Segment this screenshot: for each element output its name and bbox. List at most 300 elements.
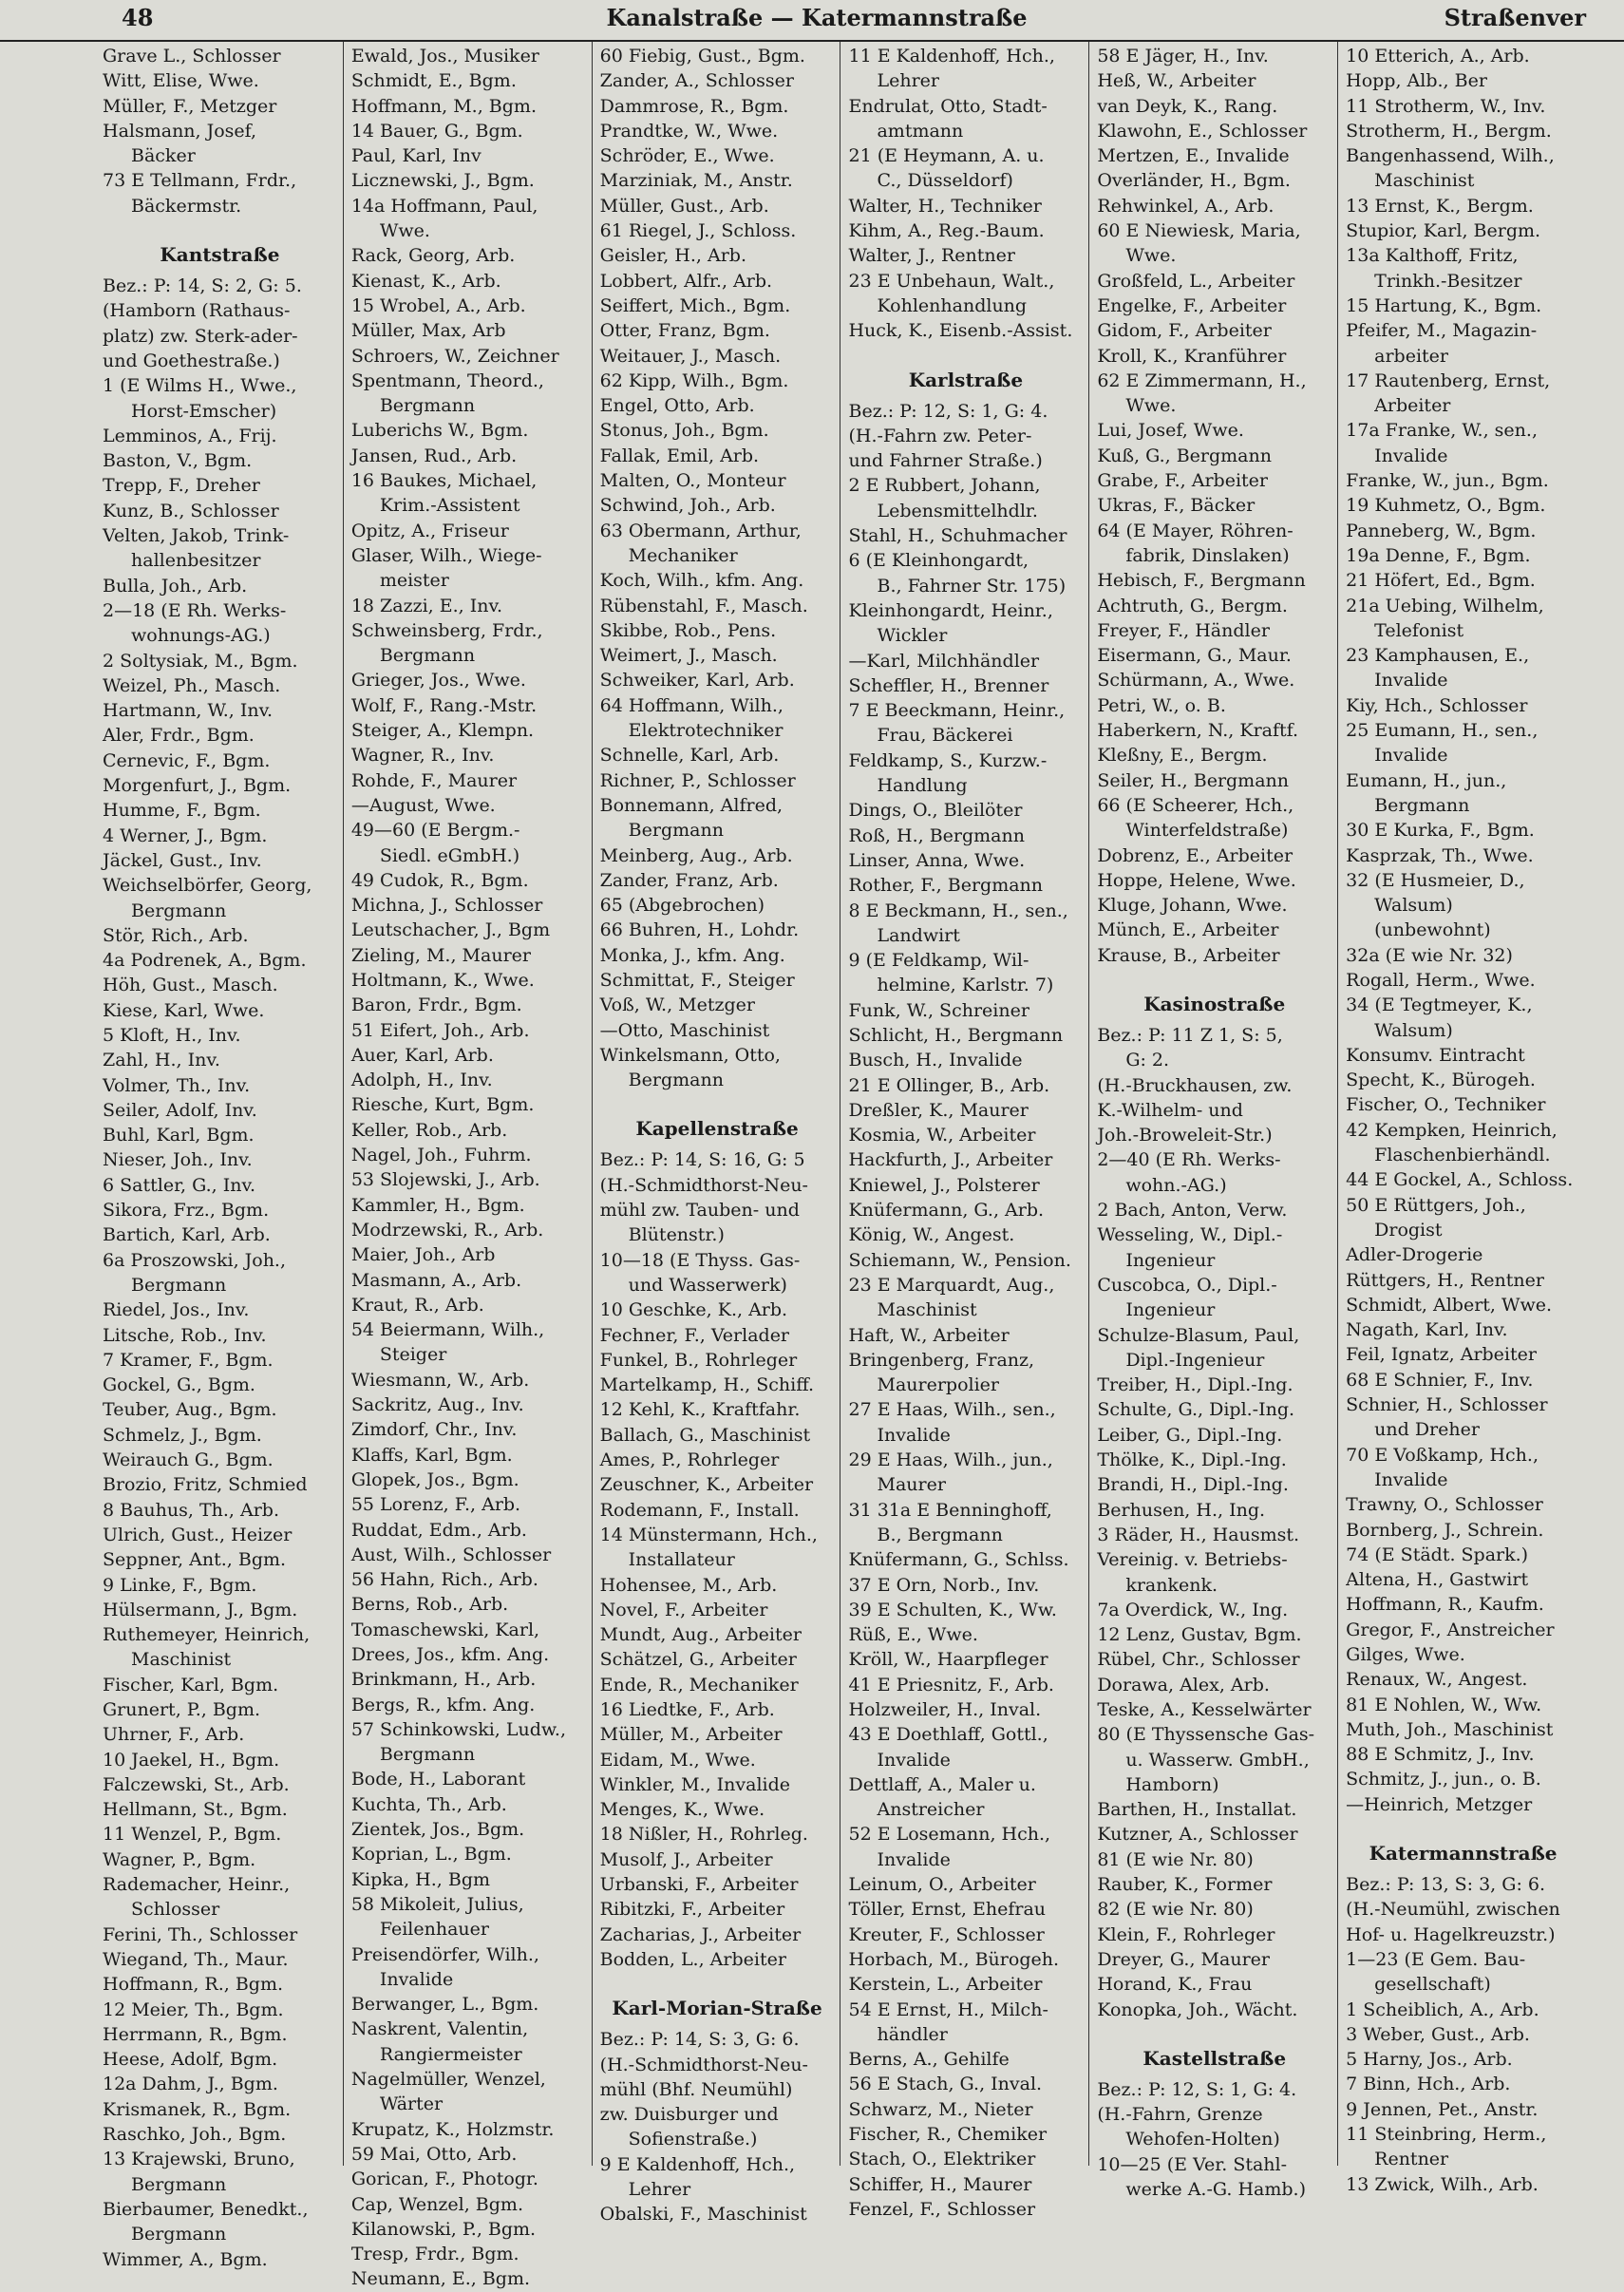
directory-entry: Schwarz, M., Nieter bbox=[848, 2098, 1033, 2120]
entry-continuation: Anstreicher bbox=[877, 1799, 985, 1821]
directory-entry: Leinum, O., Arbeiter bbox=[848, 1874, 1036, 1896]
directory-entry: Busch, H., Invalide bbox=[848, 1050, 1023, 1071]
directory-entry: Bez.: P: 12, S: 1, G: 4. bbox=[848, 400, 1048, 422]
entry-continuation: Wwe. bbox=[1125, 245, 1177, 267]
directory-entry: 2—40 (E Rh. Werks- bbox=[1097, 1149, 1281, 1171]
directory-entry: Malten, O., Monteur bbox=[599, 470, 786, 492]
entry-continuation: Horst-Emscher) bbox=[131, 400, 277, 422]
entry-continuation: händler bbox=[877, 2023, 948, 2045]
directory-entry: Schmittat, F., Steiger bbox=[599, 969, 795, 991]
directory-entry: Muth, Joh., Maschinist bbox=[1346, 1718, 1554, 1740]
directory-entry: Weirauch G., Bgm. bbox=[103, 1449, 274, 1471]
entry-continuation: Lehrer bbox=[628, 2179, 691, 2201]
directory-entry: Heese, Adolf, Bgm. bbox=[103, 2049, 278, 2071]
directory-entry: 32 (E Husmeier, D., bbox=[1346, 869, 1525, 891]
entry-continuation: Wärter bbox=[379, 2093, 444, 2115]
directory-entry: Teske, A., Kesselwärter bbox=[1097, 1699, 1312, 1720]
directory-entry: 23 E Unbehaun, Walt., bbox=[848, 270, 1055, 292]
directory-entry: 10—25 (E Ver. Stahl- bbox=[1097, 2153, 1288, 2175]
directory-entry: Hülsermann, J., Bgm. bbox=[103, 1599, 298, 1620]
directory-entry: Geisler, H., Arb. bbox=[599, 245, 746, 267]
directory-entry: Herrmann, R., Bgm. bbox=[103, 2023, 288, 2045]
directory-entry: Dings, O., Bleilöter bbox=[848, 800, 1023, 822]
directory-entry: Höh, Gust., Masch. bbox=[103, 975, 278, 996]
directory-entry: Lemminos, A., Frij. bbox=[103, 425, 277, 446]
directory-entry: Rübenstahl, F., Masch. bbox=[599, 595, 808, 616]
entry-continuation: Maurerpolier bbox=[877, 1374, 999, 1396]
directory-entry: Rübel, Chr., Schlosser bbox=[1097, 1649, 1300, 1671]
directory-entry: Kluge, Johann, Wwe. bbox=[1097, 895, 1288, 917]
directory-entry: Eumann, H., jun., bbox=[1346, 769, 1507, 791]
directory-entry: Obalski, F., Maschinist bbox=[599, 2204, 807, 2226]
directory-entry: Kipka, H., Bgm bbox=[350, 1868, 491, 1890]
directory-entry: Meinberg, Aug., Arb. bbox=[599, 844, 793, 866]
entry-continuation: Bergmann bbox=[379, 645, 476, 667]
directory-entry: Hoffmann, M., Bgm. bbox=[350, 95, 537, 117]
directory-entry: Wagner, P., Bgm. bbox=[103, 1848, 256, 1870]
directory-entry: —Otto, Maschinist bbox=[599, 1019, 770, 1041]
directory-entry: mühl (Bhf. Neumühl) bbox=[599, 2078, 793, 2100]
directory-entry: Winkler, M., Invalide bbox=[599, 1773, 791, 1795]
street-heading: Kapellenstraße bbox=[635, 1117, 799, 1141]
directory-entry: 62 Kipp, Wilh., Bgm. bbox=[599, 369, 789, 391]
directory-entry: 57 Schinkowski, Ludw., bbox=[350, 1718, 566, 1740]
directory-entry: Cap, Wenzel, Bgm. bbox=[350, 2193, 523, 2215]
directory-entry: Dreßler, K., Maurer bbox=[848, 1099, 1029, 1121]
directory-entry: Hoppe, Helene, Wwe. bbox=[1097, 869, 1296, 891]
directory-entry: Steiger, A., Klempn. bbox=[350, 720, 535, 742]
directory-entry: 8 Bauhus, Th., Arb. bbox=[103, 1499, 279, 1521]
directory-entry: Paul, Karl, Inv bbox=[350, 145, 482, 167]
directory-entry: Maier, Joh., Arb bbox=[350, 1244, 496, 1266]
directory-entry: Zientek, Jos., Bgm. bbox=[350, 1819, 525, 1841]
directory-entry: Vereinig. v. Betriebs- bbox=[1097, 1549, 1288, 1571]
directory-entry: Kniewel, J., Polsterer bbox=[848, 1174, 1040, 1196]
directory-entry: Naskrent, Valentin, bbox=[350, 2018, 529, 2040]
directory-entry: 80 (E Thyssensche Gas- bbox=[1097, 1724, 1315, 1746]
directory-entry: 6a Proszowski, Joh., bbox=[103, 1249, 287, 1271]
entry-continuation: Schlosser bbox=[131, 1899, 220, 1921]
directory-entry: 9 Linke, F., Bgm. bbox=[103, 1574, 257, 1596]
entry-continuation: Krim.-Assistent bbox=[379, 495, 520, 517]
directory-entry: 6 (E Kleinhongardt, bbox=[848, 550, 1029, 572]
directory-entry: mühl zw. Tauben- und bbox=[599, 1200, 800, 1222]
directory-entry: Müller, Gust., Arb. bbox=[599, 195, 769, 217]
directory-entry: Wiegand, Th., Maur. bbox=[103, 1948, 289, 1970]
directory-entry: Konopka, Joh., Wächt. bbox=[1097, 1998, 1298, 2020]
directory-entry: Mundt, Aug., Arbeiter bbox=[599, 1624, 802, 1646]
directory-entry: Schiffer, H., Maurer bbox=[848, 2173, 1032, 2195]
directory-entry: Walter, H., Techniker bbox=[848, 195, 1042, 217]
directory-entry: Rohde, F., Maurer bbox=[350, 769, 518, 791]
directory-entry: Weizel, Ph., Masch. bbox=[103, 674, 281, 696]
directory-entry: 2 Bach, Anton, Verw. bbox=[1097, 1200, 1288, 1222]
directory-entry: Funk, W., Schreiner bbox=[848, 999, 1029, 1021]
entry-continuation: Bergmann bbox=[1374, 794, 1470, 816]
entry-continuation: Maschinist bbox=[131, 1649, 232, 1671]
directory-entry: Wimmer, A., Bgm. bbox=[103, 2248, 268, 2270]
directory-entry: Monka, J., kfm. Ang. bbox=[599, 944, 785, 966]
entry-continuation: Mechaniker bbox=[628, 544, 738, 566]
directory-entry: Ulrich, Gust., Heizer bbox=[103, 1524, 293, 1545]
directory-entry: 19 Kuhmetz, O., Bgm. bbox=[1346, 495, 1546, 517]
directory-entry: Müller, F., Metzger bbox=[103, 95, 277, 117]
directory-entry: Voß, W., Metzger bbox=[599, 994, 756, 1016]
directory-entry: Weimert, J., Masch. bbox=[599, 645, 778, 667]
directory-entry: Bez.: P: 11 Z 1, S: 5, bbox=[1097, 1024, 1283, 1046]
directory-entry: 15 Hartung, K., Bgm. bbox=[1346, 294, 1542, 316]
directory-entry: Schürmann, A., Wwe. bbox=[1097, 670, 1295, 691]
directory-entry: Müller, M., Arbeiter bbox=[599, 1724, 783, 1746]
directory-entry: Haft, W., Arbeiter bbox=[848, 1324, 1010, 1346]
directory-entry: Koprian, L., Bgm. bbox=[350, 1844, 512, 1866]
directory-entry: Berhusen, H., Ing. bbox=[1097, 1499, 1266, 1521]
entry-continuation: Bergmann bbox=[628, 820, 724, 842]
directory-entry: Luberichs W., Bgm. bbox=[350, 420, 529, 442]
directory-entry: Schlicht, H., Bergmann bbox=[848, 1024, 1064, 1046]
directory-entry: Hohensee, M., Arb. bbox=[599, 1574, 778, 1596]
directory-entry: Morgenfurt, J., Bgm. bbox=[103, 775, 292, 797]
entry-continuation: Steiger bbox=[379, 1344, 447, 1366]
directory-entry: 60 Fiebig, Gust., Bgm. bbox=[599, 46, 805, 66]
entry-continuation: Bergmann bbox=[131, 2173, 227, 2195]
directory-entry: 14a Hoffmann, Paul, bbox=[350, 195, 538, 217]
directory-entry: Berwanger, L., Bgm. bbox=[350, 1994, 539, 2016]
directory-entry: Freyer, F., Händler bbox=[1097, 619, 1270, 641]
directory-entry: 56 E Stach, G., Inval. bbox=[848, 2074, 1043, 2095]
directory-entry: 13 Krajewski, Bruno, bbox=[103, 2149, 295, 2170]
directory-entry: Kuß, G., Bergmann bbox=[1097, 445, 1272, 466]
directory-entry: 5 Kloft, H., Inv. bbox=[103, 1024, 241, 1046]
directory-entry: 10 Geschke, K., Arb. bbox=[599, 1299, 788, 1321]
directory-entry: Schulze-Blasum, Paul, bbox=[1097, 1324, 1300, 1346]
entry-continuation: Landwirt bbox=[877, 924, 960, 946]
directory-entry: 10 Etterich, A., Arb. bbox=[1346, 46, 1530, 66]
directory-entry: Skibbe, Rob., Pens. bbox=[599, 619, 777, 641]
directory-entry: Hackfurth, J., Arbeiter bbox=[848, 1149, 1053, 1171]
directory-entry: Rademacher, Heinr., bbox=[103, 1874, 291, 1896]
directory-entry: Kroll, K., Kranführer bbox=[1097, 345, 1287, 367]
directory-entry: Schweinsberg, Frdr., bbox=[350, 619, 543, 641]
directory-entry: Ribitzki, F., Arbeiter bbox=[599, 1899, 785, 1921]
directory-entry: 55 Lorenz, F., Arb. bbox=[350, 1494, 521, 1516]
directory-entry: Wolf, F., Rang.-Mstr. bbox=[350, 694, 538, 716]
directory-entry: 49—60 (E Bergm.- bbox=[350, 820, 520, 842]
directory-entry: Scheffler, H., Brenner bbox=[848, 674, 1049, 696]
directory-entry: Müller, Max, Arb bbox=[350, 320, 506, 342]
entry-continuation: Bergmann bbox=[131, 2224, 227, 2245]
directory-entry: 29 E Haas, Wilh., jun., bbox=[848, 1449, 1053, 1471]
directory-entry: Wesseling, W., Dipl.- bbox=[1097, 1224, 1283, 1246]
directory-entry: Dobrenz, E., Arbeiter bbox=[1097, 844, 1294, 866]
directory-entry: Cernevic, F., Bgm. bbox=[103, 749, 271, 771]
entry-continuation: Dipl.-Ingenieur bbox=[1125, 1349, 1265, 1371]
directory-entry: 7 Kramer, F., Bgm. bbox=[103, 1349, 274, 1371]
directory-entry: Kraut, R., Arb. bbox=[350, 1294, 484, 1316]
directory-entry: Musolf, J., Arbeiter bbox=[599, 1848, 773, 1870]
directory-entry: Krause, B., Arbeiter bbox=[1097, 944, 1280, 966]
directory-entry: Eisermann, G., Maur. bbox=[1097, 645, 1292, 667]
directory-entry: Kerstein, L., Arbeiter bbox=[848, 1974, 1043, 1996]
directory-entry: Bangenhassend, Wilh., bbox=[1346, 145, 1555, 167]
directory-entry: 50 E Rüttgers, Joh., bbox=[1346, 1194, 1526, 1216]
directory-entry: Grieger, Jos., Wwe. bbox=[350, 670, 526, 691]
entry-continuation: arbeiter bbox=[1374, 345, 1448, 367]
directory-entry: Engelke, F., Arbeiter bbox=[1097, 294, 1287, 316]
directory-entry: Kammler, H., Bgm. bbox=[350, 1194, 525, 1216]
directory-entry: Dreyer, G., Maurer bbox=[1097, 1948, 1270, 1970]
entry-continuation: (unbewohnt) bbox=[1374, 919, 1491, 941]
directory-entry: König, W., Angest. bbox=[848, 1224, 1015, 1246]
directory-entry: Modrzewski, R., Arb. bbox=[350, 1219, 544, 1241]
directory-entry: Krupatz, K., Holzmstr. bbox=[350, 2118, 555, 2140]
directory-entry: Barthen, H., Installat. bbox=[1097, 1799, 1297, 1821]
directory-entry: Kasprzak, Th., Wwe. bbox=[1346, 844, 1534, 866]
directory-entry: Zander, A., Schlosser bbox=[599, 70, 794, 92]
column-2 bbox=[344, 42, 593, 2290]
directory-entry: Lobbert, Alfr., Arb. bbox=[599, 270, 773, 292]
directory-entry: 62 E Zimmermann, H., bbox=[1097, 369, 1307, 391]
directory-entry: 8 E Beckmann, H., sen., bbox=[848, 900, 1068, 921]
directory-entry: Zimdorf, Chr., Inv. bbox=[350, 1419, 518, 1441]
directory-entry: 66 (E Scheerer, Hch., bbox=[1097, 794, 1294, 816]
directory-entry: Nagath, Karl, Inv. bbox=[1346, 1319, 1508, 1341]
entry-continuation: Walsum) bbox=[1374, 1019, 1453, 1041]
directory-entry: 59 Mai, Otto, Arb. bbox=[350, 2143, 518, 2165]
directory-entry: Buhl, Karl, Bgm. bbox=[103, 1125, 255, 1146]
directory-entry: Glaser, Wilh., Wiege- bbox=[350, 544, 542, 566]
directory-entry: Töller, Ernst, Ehefrau bbox=[848, 1899, 1047, 1921]
directory-entry: Klein, F., Rohrleger bbox=[1097, 1923, 1275, 1945]
directory-entry: Ende, R., Mechaniker bbox=[599, 1674, 799, 1695]
directory-entry: Ballach, G., Maschinist bbox=[599, 1424, 811, 1446]
entry-continuation: Trinkh.-Besitzer bbox=[1374, 270, 1522, 292]
directory-entry: Ruthemeyer, Heinrich, bbox=[103, 1624, 311, 1646]
page-number: 48 bbox=[122, 4, 154, 31]
directory-entry: Rauber, K., Former bbox=[1097, 1874, 1273, 1896]
entry-continuation: gesellschaft) bbox=[1374, 1974, 1491, 1996]
directory-entry: Lui, Josef, Wwe. bbox=[1097, 420, 1244, 442]
directory-entry: Feldkamp, S., Kurzw.- bbox=[848, 749, 1048, 771]
directory-entry: Funkel, B., Rohrleger bbox=[599, 1349, 798, 1371]
directory-entry: van Deyk, K., Rang. bbox=[1097, 95, 1278, 117]
directory-entry: Hebisch, F., Bergmann bbox=[1097, 570, 1306, 592]
directory-entry: Bez.: P: 14, S: 16, G: 5 bbox=[599, 1149, 805, 1171]
directory-entry: Schwind, Joh., Arb. bbox=[599, 495, 776, 517]
directory-entry: Berns, A., Gehilfe bbox=[848, 2049, 1010, 2071]
entry-continuation: Bergmann bbox=[379, 395, 476, 417]
directory-entry: Kreuter, F., Schlosser bbox=[848, 1923, 1045, 1945]
directory-entry: 56 Hahn, Rich., Arb. bbox=[350, 1569, 538, 1591]
directory-entry: Kleinhongardt, Heinr., bbox=[848, 599, 1053, 621]
page-header bbox=[0, 0, 1624, 42]
entry-continuation: u. Wasserw. GmbH., bbox=[1125, 1749, 1310, 1771]
directory-entry: 2—18 (E Rh. Werks- bbox=[103, 599, 287, 621]
column-1 bbox=[95, 42, 344, 2270]
directory-entry: Zieling, M., Maurer bbox=[350, 944, 531, 966]
directory-entry: Bergs, R., kfm. Ang. bbox=[350, 1694, 536, 1715]
entry-continuation: Bergmann bbox=[628, 1070, 724, 1091]
entry-continuation: Invalide bbox=[877, 1749, 951, 1771]
directory-entry: Bodden, L., Arbeiter bbox=[599, 1948, 786, 1970]
entry-continuation: Lehrer bbox=[877, 70, 939, 92]
entry-continuation: Hamborn) bbox=[1125, 1773, 1219, 1795]
directory-entry: 30 E Kurka, F., Bgm. bbox=[1346, 820, 1535, 842]
directory-entry: Baron, Frdr., Bgm. bbox=[350, 994, 522, 1016]
directory-entry: Schiemann, W., Pension. bbox=[848, 1249, 1071, 1271]
directory-entry: Gilges, Wwe. bbox=[1346, 1644, 1465, 1665]
directory-entry: Brinkmann, H., Arb. bbox=[350, 1669, 537, 1691]
entry-continuation: B., Fahrner Str. 175) bbox=[877, 575, 1067, 597]
entry-continuation: Bergmann bbox=[131, 1274, 227, 1296]
directory-entry: 1—23 (E Gem. Bau- bbox=[1346, 1948, 1526, 1970]
directory-entry: Grabe, F., Arbeiter bbox=[1097, 470, 1268, 492]
directory-entry: Novel, F., Arbeiter bbox=[599, 1599, 768, 1620]
entry-continuation: Ingenieur bbox=[1125, 1249, 1216, 1271]
directory-entry: 34 (E Tegtmeyer, K., bbox=[1346, 994, 1533, 1016]
directory-entry: 12 Kehl, K., Kraftfahr. bbox=[599, 1399, 801, 1421]
entry-continuation: Installateur bbox=[628, 1549, 735, 1571]
directory-entry: Ukras, F., Bäcker bbox=[1097, 495, 1256, 517]
entry-continuation: Flaschenbierhändl. bbox=[1374, 1145, 1551, 1166]
directory-entry: 54 Beiermann, Wilh., bbox=[350, 1319, 545, 1341]
directory-entry: 21 E Ollinger, B., Arb. bbox=[848, 1074, 1050, 1096]
directory-entry: Sikora, Frz., Bgm. bbox=[103, 1200, 270, 1222]
directory-entry: Zander, Franz, Arb. bbox=[599, 869, 779, 891]
directory-entry: Ferini, Th., Schlosser bbox=[103, 1923, 298, 1945]
directory-entry: Huck, K., Eisenb.-Assist. bbox=[848, 320, 1073, 342]
directory-entry: 18 Nißler, H., Rohrleg. bbox=[599, 1824, 808, 1846]
directory-entry: Bornberg, J., Schrein. bbox=[1346, 1519, 1544, 1541]
directory-entry: Rehwinkel, A., Arb. bbox=[1097, 195, 1275, 217]
directory-entry: 43 E Doethlaff, Gottl., bbox=[848, 1724, 1048, 1746]
directory-entry: Tomaschewski, Karl, bbox=[350, 1619, 540, 1640]
directory-entry: platz) zw. Sterk-ader- bbox=[103, 325, 298, 347]
directory-entry: 1 Scheiblich, A., Arb. bbox=[1346, 1998, 1539, 2020]
directory-entry: 7a Overdick, W., Ing. bbox=[1097, 1599, 1289, 1620]
entry-continuation: Arbeiter bbox=[1374, 395, 1451, 417]
directory-entry: 81 (E wie Nr. 80) bbox=[1097, 1848, 1254, 1870]
street-heading: Kasinostraße bbox=[1143, 992, 1286, 1015]
directory-entry: 81 E Nohlen, W., Ww. bbox=[1346, 1694, 1542, 1715]
directory-entry: 11 E Kaldenhoff, Hch., bbox=[848, 46, 1055, 66]
directory-entry: Leiber, G., Dipl.-Ing. bbox=[1097, 1424, 1283, 1446]
directory-entry: 14 Münstermann, Hch., bbox=[599, 1524, 818, 1545]
directory-entry: Aust, Wilh., Schlosser bbox=[350, 1544, 552, 1565]
directory-entry: 14 Bauer, G., Bgm. bbox=[350, 120, 523, 142]
directory-entry: Drees, Jos., kfm. Ang. bbox=[350, 1644, 550, 1665]
directory-entry: Baston, V., Bgm. bbox=[103, 450, 253, 472]
directory-entry: Feil, Ignatz, Arbeiter bbox=[1346, 1344, 1537, 1366]
directory-entry: 11 Strotherm, W., Inv. bbox=[1346, 95, 1546, 117]
entry-continuation: krankenk. bbox=[1125, 1574, 1218, 1596]
entry-continuation: fabrik, Dinslaken) bbox=[1125, 544, 1290, 566]
street-heading: Karl-Morian-Straße bbox=[612, 1997, 822, 2020]
directory-entry: Fischer, O., Techniker bbox=[1346, 1094, 1546, 1116]
directory-entry: Stör, Rich., Arb. bbox=[103, 924, 249, 946]
directory-entry: 25 Eumann, H., sen., bbox=[1346, 720, 1539, 742]
directory-entry: Specht, K., Bürogeh. bbox=[1346, 1070, 1536, 1091]
directory-entry: 53 Slojewski, J., Arb. bbox=[350, 1169, 540, 1191]
directory-entry: Seiler, Adolf, Inv. bbox=[103, 1099, 257, 1121]
directory-entry: 65 (Abgebrochen) bbox=[599, 895, 765, 917]
directory-entry: 13 Ernst, K., Bergm. bbox=[1346, 195, 1534, 217]
directory-entry: Urbanski, F., Arbeiter bbox=[599, 1874, 799, 1896]
directory-entry: Rüttgers, H., Rentner bbox=[1346, 1269, 1544, 1291]
entry-continuation: Invalide bbox=[1374, 745, 1448, 767]
column-3 bbox=[593, 42, 841, 2226]
directory-entry: 44 E Gockel, A., Schloss. bbox=[1346, 1169, 1574, 1191]
directory-entry: 82 (E wie Nr. 80) bbox=[1097, 1899, 1254, 1921]
directory-entry: 61 Riegel, J., Schloss. bbox=[599, 220, 797, 242]
entry-continuation: Maschinist bbox=[877, 1299, 977, 1321]
entry-continuation: Kohlenhandlung bbox=[877, 294, 1028, 316]
directory-entry: 88 E Schmitz, J., Inv. bbox=[1346, 1744, 1535, 1766]
directory-entry: 52 E Losemann, Hch., bbox=[848, 1824, 1051, 1846]
directory-entry: Rack, Georg, Arb. bbox=[350, 245, 516, 267]
entry-continuation: Invalide bbox=[877, 1848, 951, 1870]
directory-entry: 6 Sattler, G., Inv. bbox=[103, 1174, 256, 1196]
directory-entry: Pfeifer, M., Magazin- bbox=[1346, 320, 1538, 342]
directory-entry: 31 31a E Benninghoff, bbox=[848, 1499, 1052, 1521]
directory-entry: Zahl, H., Inv. bbox=[103, 1050, 220, 1071]
entry-continuation: Maurer bbox=[877, 1474, 946, 1496]
directory-entry: 64 (E Mayer, Röhren- bbox=[1097, 520, 1294, 541]
directory-entry: 23 E Marquardt, Aug., bbox=[848, 1274, 1055, 1296]
directory-entry: Richner, P., Schlosser bbox=[599, 769, 796, 791]
directory-entry: Menges, K., Wwe. bbox=[599, 1799, 765, 1821]
directory-entry: (H.-Schmidthorst-Neu- bbox=[599, 2054, 808, 2075]
directory-entry: Preisendörfer, Wilh., bbox=[350, 1943, 539, 1965]
entry-continuation: Bäckermstr. bbox=[131, 195, 242, 217]
directory-entry: Dammrose, R., Bgm. bbox=[599, 95, 789, 117]
directory-entry: Ruddat, Edm., Arb. bbox=[350, 1519, 527, 1541]
directory-entry: Rüß, E., Wwe. bbox=[848, 1624, 978, 1646]
column-5 bbox=[1089, 42, 1338, 2201]
directory-entry: Klawohn, E., Schlosser bbox=[1097, 120, 1308, 142]
directory-entry: 27 E Haas, Wilh., sen., bbox=[848, 1399, 1056, 1421]
directory-entry: Renaux, W., Angest. bbox=[1346, 1669, 1528, 1691]
directory-entry: 12 Meier, Th., Bgm. bbox=[103, 1998, 284, 2020]
directory-entry: Schmidt, E., Bgm. bbox=[350, 70, 517, 92]
columns-container bbox=[95, 42, 1586, 2290]
entry-continuation: Bäcker bbox=[131, 145, 196, 167]
directory-entry: Witt, Elise, Wwe. bbox=[103, 70, 259, 92]
directory-entry: Winkelsmann, Otto, bbox=[599, 1044, 781, 1066]
entry-continuation: Rentner bbox=[1374, 2149, 1449, 2170]
directory-entry: Prandtke, W., Wwe. bbox=[599, 120, 779, 142]
directory-entry: Kunz, B., Schlosser bbox=[103, 500, 279, 521]
directory-entry: 2 E Rubbert, Johann, bbox=[848, 475, 1041, 497]
directory-entry: Jansen, Rud., Arb. bbox=[350, 445, 518, 466]
directory-entry: Trawny, O., Schlosser bbox=[1346, 1494, 1543, 1516]
directory-entry: Bez.: P: 14, S: 3, G: 6. bbox=[599, 2029, 800, 2051]
entry-continuation: Invalide bbox=[379, 1968, 454, 1990]
page-title: Kanalstraße — Katermannstraße bbox=[606, 4, 1028, 31]
directory-entry: 19a Denne, F., Bgm. bbox=[1346, 544, 1531, 566]
directory-entry: Fallak, Emil, Arb. bbox=[599, 445, 760, 466]
directory-entry: Bulla, Joh., Arb. bbox=[103, 575, 248, 597]
directory-entry: 41 E Priesnitz, F., Arb. bbox=[848, 1674, 1054, 1695]
entry-continuation: Elektrotechniker bbox=[628, 720, 784, 742]
directory-entry: Schätzel, G., Arbeiter bbox=[599, 1649, 797, 1671]
directory-entry: 3 Räder, H., Hausmst. bbox=[1097, 1524, 1300, 1545]
directory-entry: Kiese, Karl, Wwe. bbox=[103, 999, 265, 1021]
directory-entry: Holtmann, K., Wwe. bbox=[350, 969, 535, 991]
directory-entry: 4 Werner, J., Bgm. bbox=[103, 824, 268, 846]
directory-entry: Bartich, Karl, Arb. bbox=[103, 1224, 271, 1246]
entry-continuation: Invalide bbox=[1374, 1468, 1448, 1490]
